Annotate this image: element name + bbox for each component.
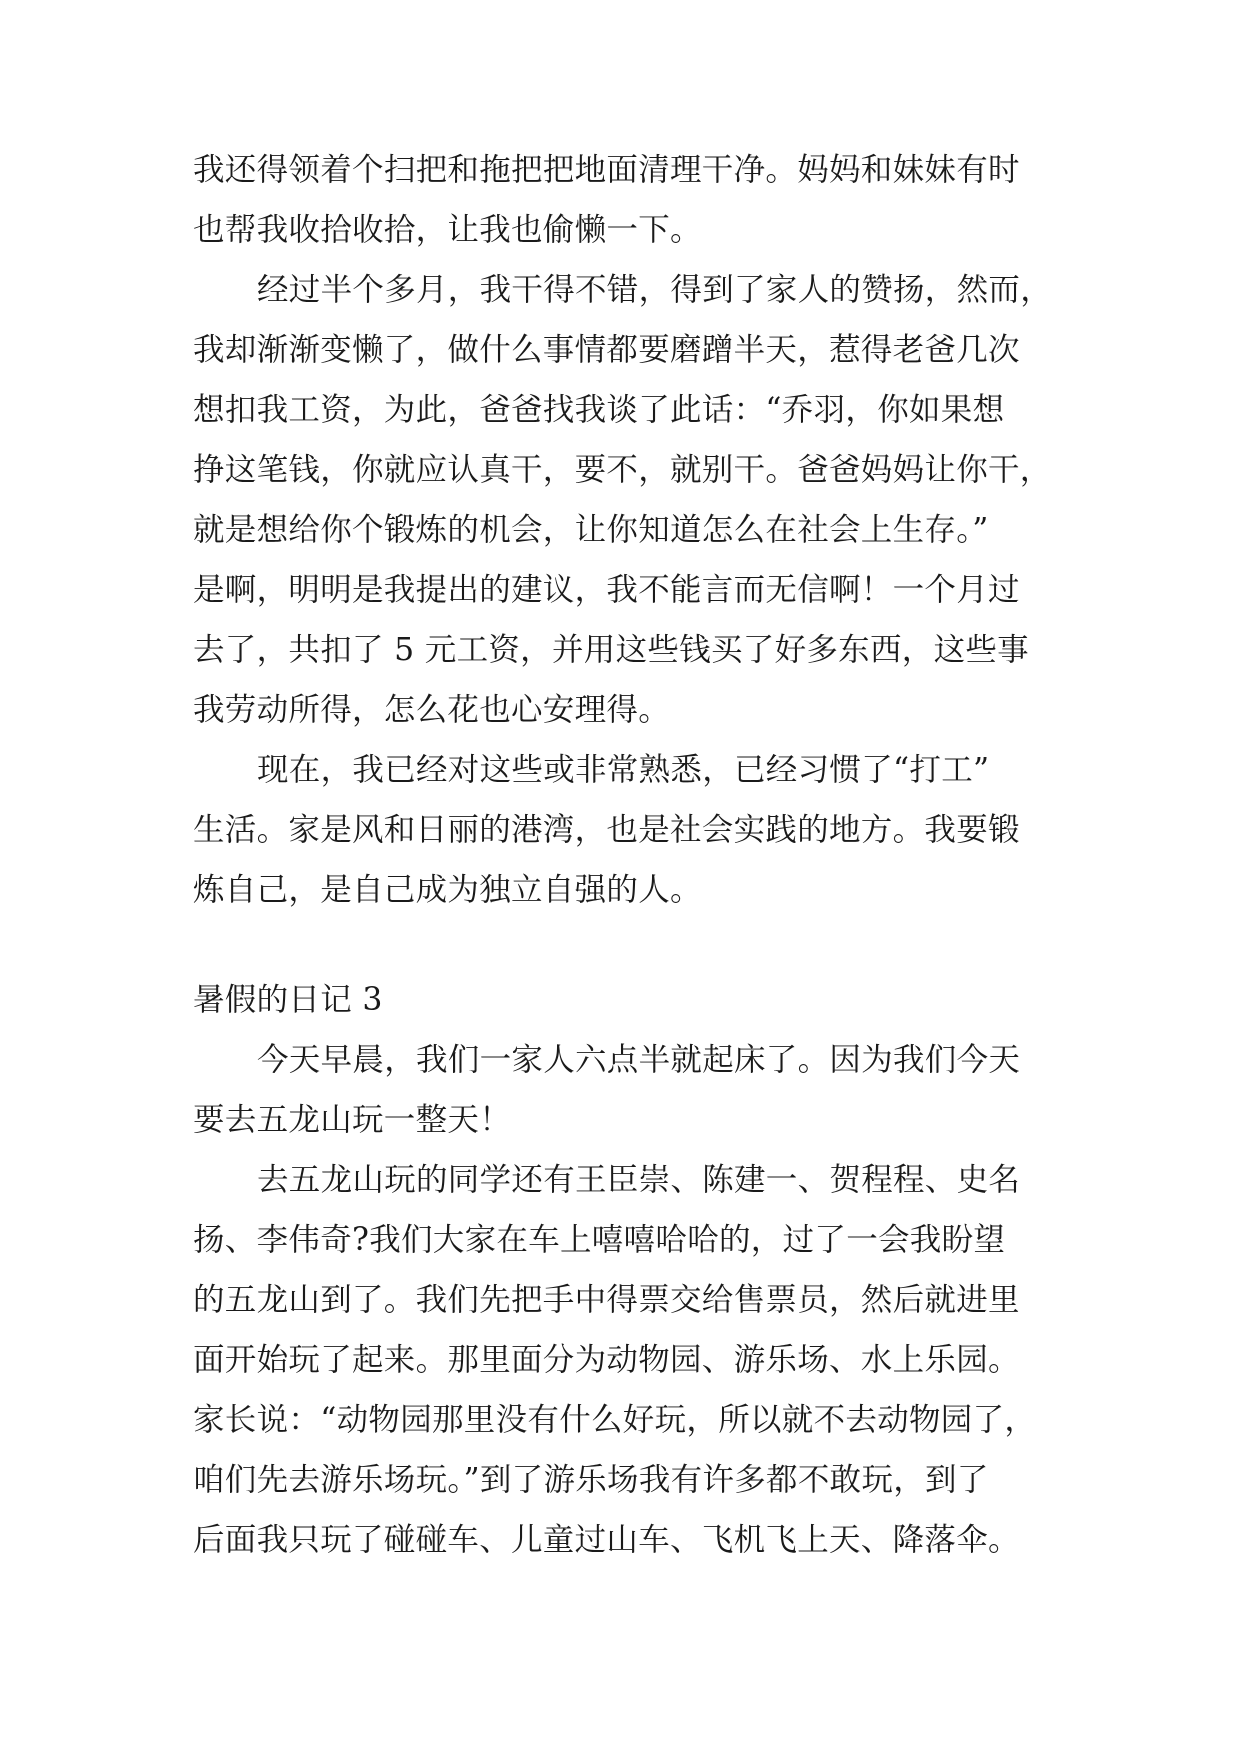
text-line: 我劳动所得，怎么花也心安理得。 <box>193 692 671 728</box>
text-line: 生活。家是风和日丽的港湾，也是社会实践的地方。我要锻 <box>193 812 1020 848</box>
text-line: 经过半个多月，我干得不错，得到了家人的赞扬，然而， <box>257 272 1053 308</box>
text-line: 扬、李伟奇?我们大家在车上嘻嘻哈哈的，过了一会我盼望 <box>193 1222 1006 1258</box>
text-line: 是啊，明明是我提出的建议，我不能言而无信啊！一个月过 <box>193 572 1020 608</box>
text-line: 去了，共扣了 5 元工资，并用这些钱买了好多东西，这些事 <box>193 632 1029 668</box>
text-line: 要去五龙山玩一整天！ <box>193 1102 512 1138</box>
text-line: 想扣我工资，为此，爸爸找我谈了此话：“乔羽，你如果想 <box>193 392 1005 428</box>
text-line: 后面我只玩了碰碰车、儿童过山车、飞机飞上天、降落伞。 <box>193 1522 1020 1558</box>
text-line: 也帮我收拾收拾，让我也偷懒一下。 <box>193 212 702 248</box>
text-line: 面开始玩了起来。那里面分为动物园、游乐场、水上乐园。 <box>193 1342 1020 1378</box>
section-heading: 暑假的日记 3 <box>193 982 383 1018</box>
text-line: 去五龙山玩的同学还有王臣崇、陈建一、贺程程、史名 <box>257 1162 1021 1198</box>
text-line: 现在，我已经对这些或非常熟悉，已经习惯了“打工” <box>257 752 990 788</box>
text-line: 炼自己，是自己成为独立自强的人。 <box>193 872 702 908</box>
text-line: 挣这笔钱，你就应认真干，要不，就别干。爸爸妈妈让你干， <box>193 452 1052 488</box>
text-line: 今天早晨，我们一家人六点半就起床了。因为我们今天 <box>257 1042 1021 1078</box>
text-line: 咱们先去游乐场玩。”到了游乐场我有许多都不敢玩，到了 <box>193 1462 989 1498</box>
text-line: 家长说：“动物园那里没有什么好玩，所以就不去动物园了， <box>193 1402 1037 1438</box>
text-line: 就是想给你个锻炼的机会，让你知道怎么在社会上生存。” <box>193 512 989 548</box>
text-line: 我却渐渐变懒了，做什么事情都要磨蹭半天，惹得老爸几次 <box>193 332 1020 368</box>
text-line: 的五龙山到了。我们先把手中得票交给售票员，然后就进里 <box>193 1282 1020 1318</box>
text-line: 我还得领着个扫把和拖把把地面清理干净。妈妈和妹妹有时 <box>193 152 1020 188</box>
